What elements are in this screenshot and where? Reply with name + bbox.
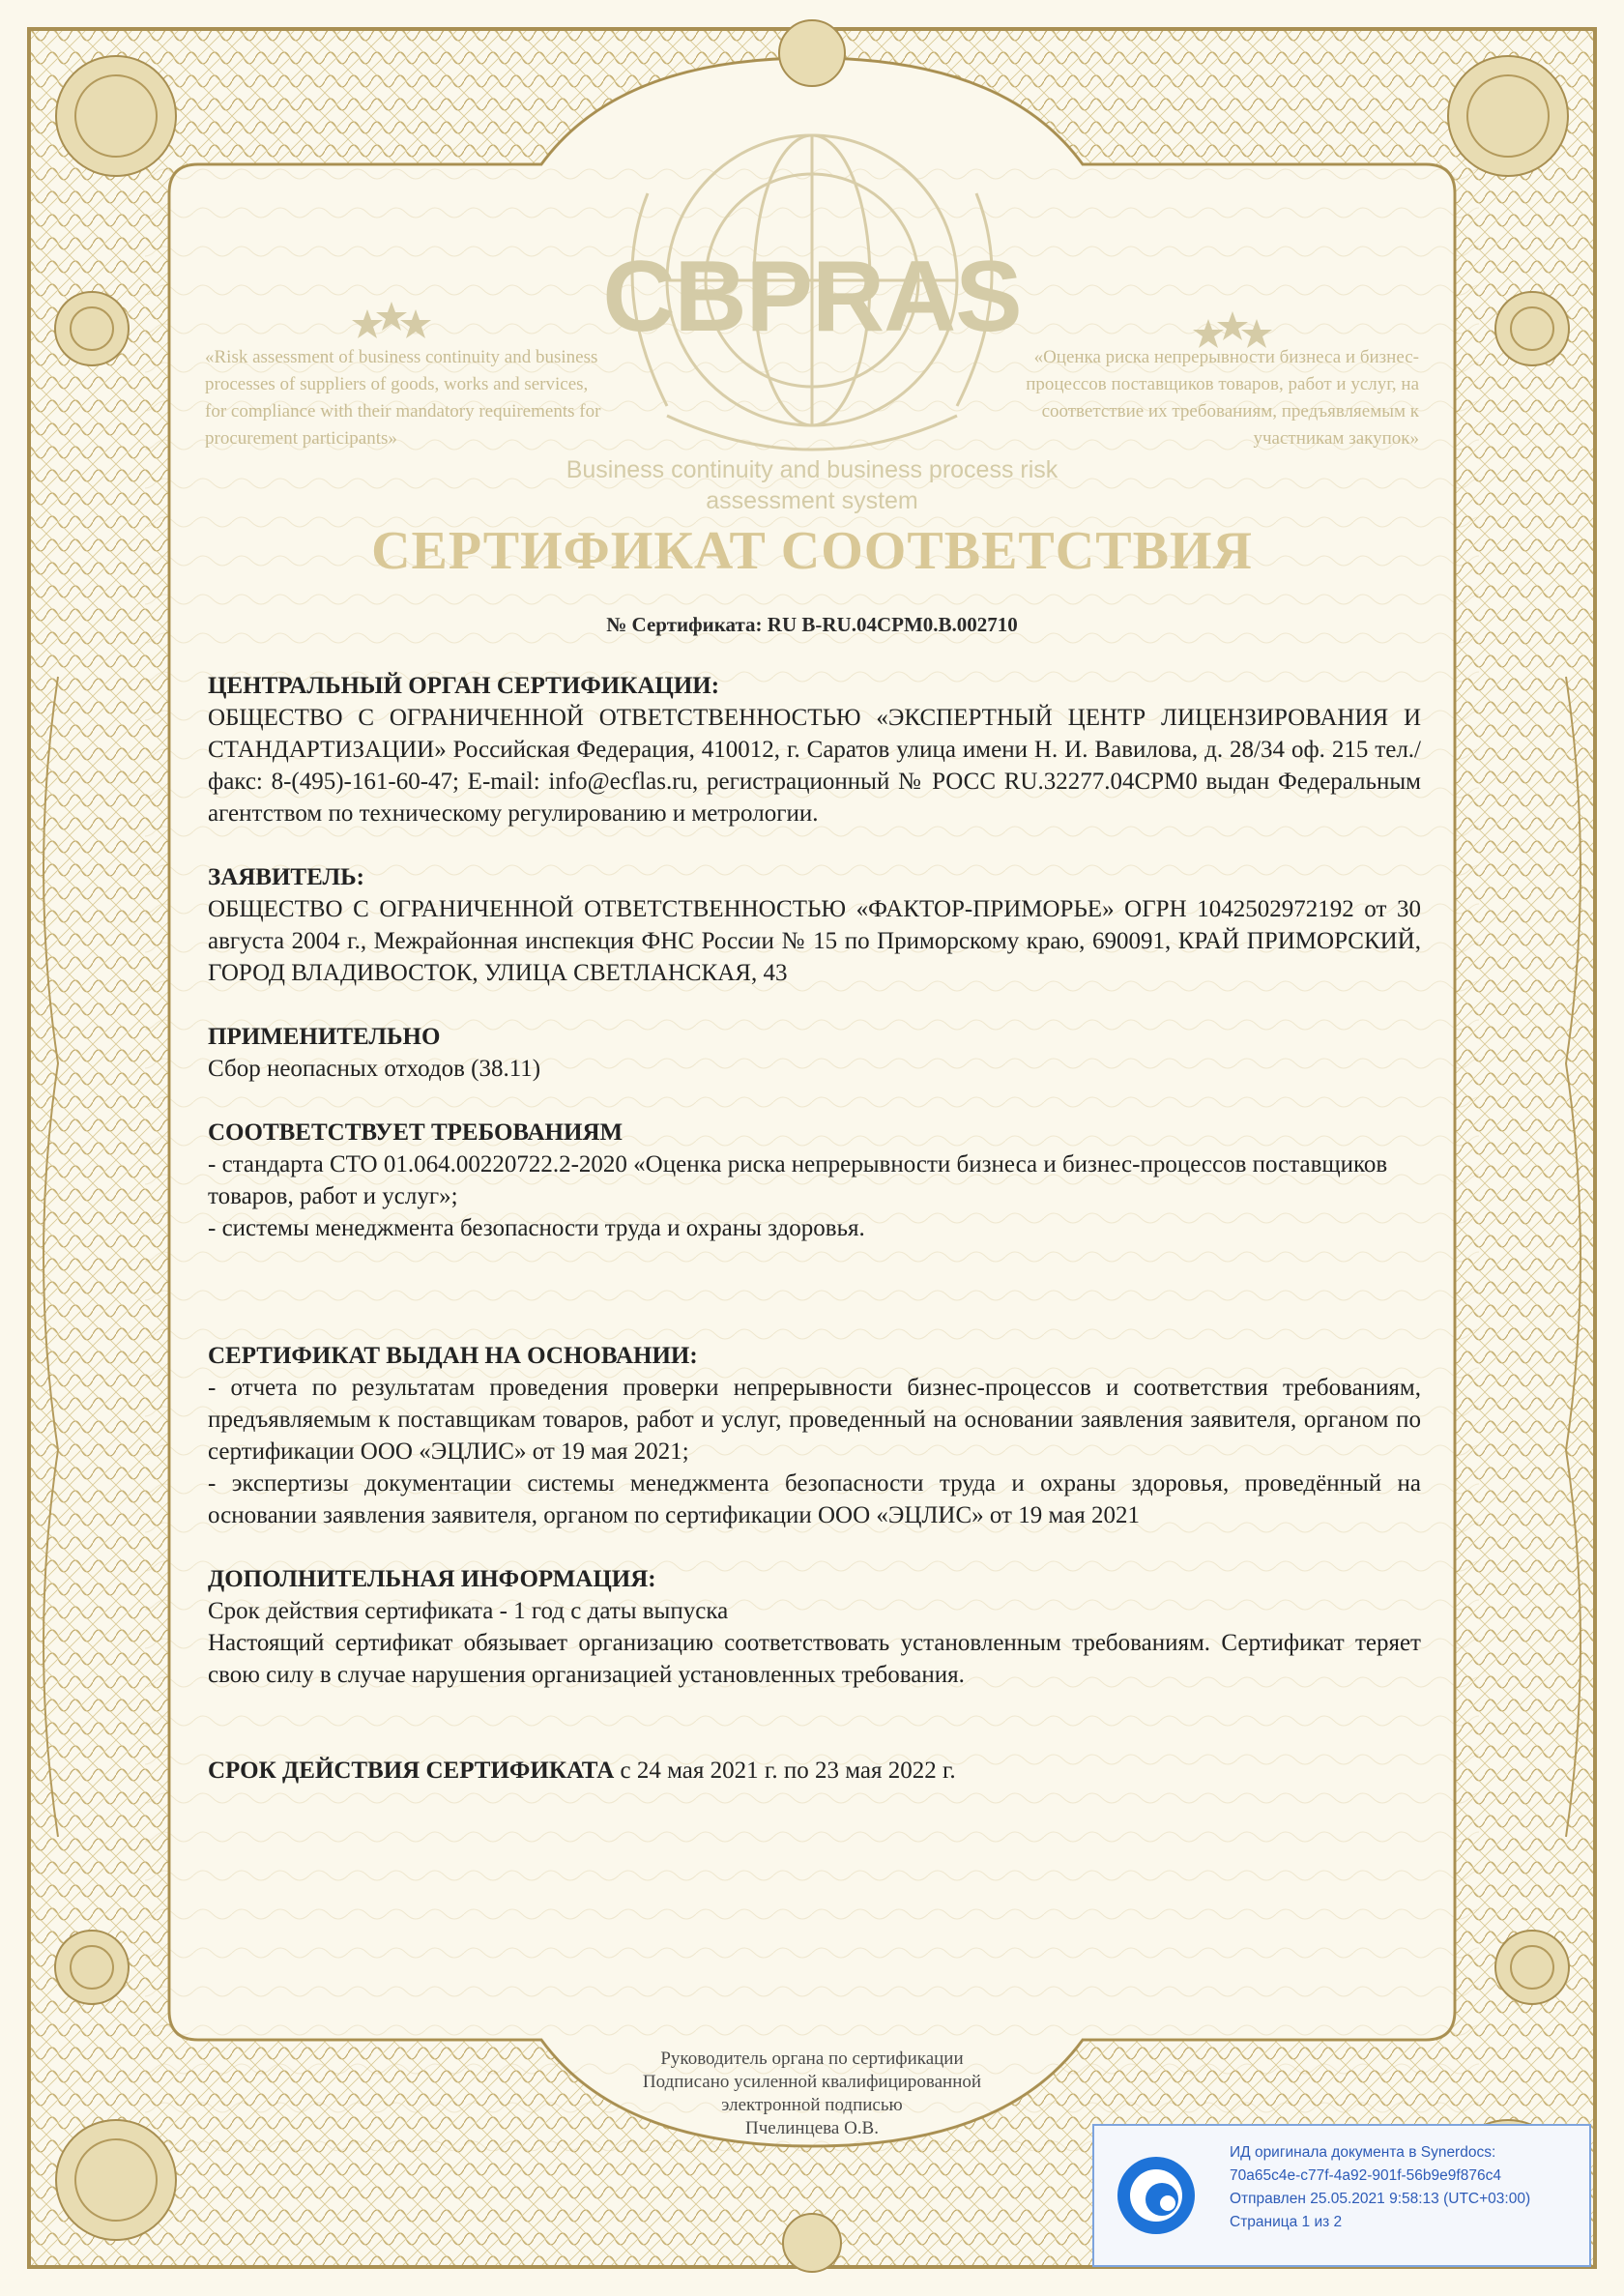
side-note-english: «Risk assessment of business continuity and business processes of suppliers of goods, works and services, for compliance with their mandatory requirements for procurement participants» xyxy=(205,347,601,449)
signature-line: Подписано усиленной квалифицированной xyxy=(642,2072,982,2092)
synerdocs-stamp xyxy=(1092,2124,1591,2267)
certificate-number: № Сертификата: RU B-RU.04CPM0.B.002710 xyxy=(606,613,1018,636)
applicant-heading: ЗАЯВИТЕЛЬ: xyxy=(208,864,364,890)
central-body-heading: ЦЕНТРАЛЬНЫЙ ОРГАН СЕРТИФИКАЦИИ: xyxy=(208,673,720,699)
side-note-russian: «Оценка риска непрерывности бизнеса и бизнес-процессов поставщиков товаров, работ и услуг, на соответствие их требованиям, предъявляемым к участникам закупок» xyxy=(1026,347,1419,449)
applicable-heading: ПРИМЕНИТЕЛЬНО xyxy=(208,1024,441,1050)
basis-item: - экспертизы документации системы менеджмента безопасности труда и охраны здоровья, проведённый на основании заявления заявителя, органом по сертификации ООО «ЭЦЛИС» от 19 мая 2021 xyxy=(208,1470,1421,1528)
cbpras-logo-text: CBPRAS xyxy=(602,241,1022,353)
synerdocs-logo-icon xyxy=(1116,2155,1197,2236)
signature-line: Руководитель органа по сертификации xyxy=(660,2049,964,2069)
central-body-text: ОБЩЕСТВО С ОГРАНИЧЕННОЙ ОТВЕТСТВЕННОСТЬЮ «ЭКСПЕРТНЫЙ ЦЕНТР ЛИЦЕНЗИРОВАНИЯ И СТАНДАРТИЗАЦИИ» Российская Федерация, 410012, г. Саратов улица имени Н. И. Вавилова, д. 28/34 оф. 215 тел./факс: 8-(495)-161-60-47; E-mail: info@ecflas.ru, регистрационный № РОСС RU.32277.04СРМ0 выдан Федеральным агентством по техническому регулированию и метрологии. xyxy=(208,705,1421,827)
certificate-title: СЕРТИФИКАТ СООТВЕТСТВИЯ xyxy=(371,521,1253,581)
stamp-page-number: Страница 1 из 2 xyxy=(1230,2214,1343,2230)
validity-line xyxy=(208,1755,1421,1787)
stamp-line: ИД оригинала документа в Synerdocs: xyxy=(1230,2144,1496,2161)
applicable-text: Сбор неопасных отходов (38.11) xyxy=(208,1056,541,1082)
certificate-body xyxy=(208,670,1421,1787)
applicant-text: ОБЩЕСТВО С ОГРАНИЧЕННОЙ ОТВЕТСТВЕННОСТЬЮ «ФАКТОР-ПРИМОРЬЕ» ОГРН 1042502972192 от 30 августа 2004 г., Межрайонная инспекция ФНС России № 15 по Приморскому краю, 690091, КРАЙ ПРИМОРСКИЙ, ГОРОД ВЛАДИВОСТОК, УЛИЦА СВЕТЛАНСКАЯ, 43 xyxy=(208,896,1421,986)
validity-dates: с 24 мая 2021 г. по 23 мая 2022 г. xyxy=(614,1758,956,1784)
synerdocs-stamp-text xyxy=(1230,2141,1530,2234)
basis-heading: СЕРТИФИКАТ ВЫДАН НА ОСНОВАНИИ: xyxy=(208,1343,698,1369)
signature-line: электронной подписью xyxy=(721,2095,903,2115)
logo-tagline: Business continuity and business process risk assessment system xyxy=(566,456,1058,514)
signer-name: Пчелинцева О.В. xyxy=(745,2118,879,2138)
signature-block xyxy=(541,2048,1083,2140)
additional-line: Срок действия сертификата - 1 год с даты выпуска xyxy=(208,1598,729,1624)
additional-line: Настоящий сертификат обязывает организацию соответствовать установленным требованиям. Сертификат теряет свою силу в случае нарушения организацией установленных требования. xyxy=(208,1630,1421,1688)
requirements-item: - стандарта СТО 01.064.00220722.2-2020 «Оценка риска непрерывности бизнеса и бизнес-процессов поставщиков товаров, работ и услуг»; xyxy=(208,1151,1388,1209)
requirements-heading: СООТВЕТСТВУЕТ ТРЕБОВАНИЯМ xyxy=(208,1119,624,1146)
stamp-document-id: 70a65c4e-c77f-4a92-901f-56b9e9f876c4 xyxy=(1230,2167,1501,2184)
stamp-sent-date: Отправлен 25.05.2021 9:58:13 (UTC+03:00) xyxy=(1230,2191,1531,2207)
basis-item: - отчета по результатам проведения проверки непрерывности бизнес-процессов и соответствия требованиям, предъявляемым к поставщикам товаров, работ и услуг, проведенный на основании заявления заявителя, органом по сертификации ООО «ЭЦЛИС» от 19 мая 2021; xyxy=(208,1375,1421,1465)
requirements-item: - системы менеджмента безопасности труда и охраны здоровья. xyxy=(208,1215,865,1241)
additional-heading: ДОПОЛНИТЕЛЬНАЯ ИНФОРМАЦИЯ: xyxy=(208,1566,656,1592)
validity-label: СРОК ДЕЙСТВИЯ СЕРТИФИКАТА xyxy=(208,1758,615,1784)
